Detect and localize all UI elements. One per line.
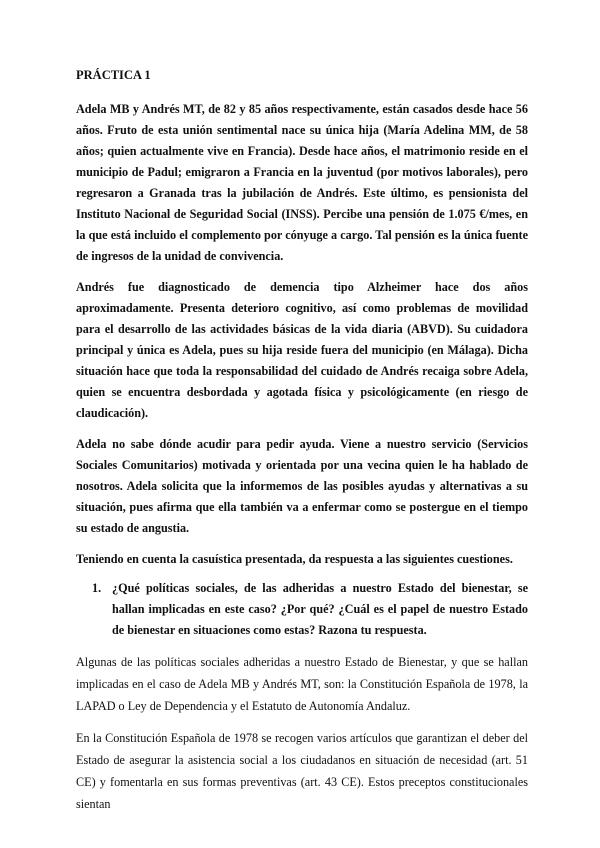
question-text: ¿Qué políticas sociales, de las adheridas a nuestro Estado del bienestar, se hallan implicadas en este caso? ¿Por qué? ¿Cuál es el papel de nuestro Estado de bienestar en situaciones como estas? Razona tu respuesta. [112, 581, 528, 637]
page-title: PRÁCTICA 1 [76, 68, 151, 82]
question-item [92, 578, 528, 641]
case-paragraph-2: Andrés fue diagnosticado de demencia tipo Alzheimer hace dos años aproximadamente. Presenta deterioro cognitivo, así como problemas de movilidad para el desarrollo de las actividades básicas de la vida diaria (ABVD). Su cuidadora principal y única es Adela, pues su hija reside fuera del municipio (en Málaga). Dicha situación hace que toda la responsabilidad del cuidado de Andrés recaiga sobre Adela, quien se encuentra desbordada y agotada física y psicológicamente (en riesgo de claudicación). [76, 280, 528, 420]
question-number: 1. [92, 581, 102, 595]
answer-paragraph-1: Algunas de las políticas sociales adheridas a nuestro Estado de Bienestar, y que se hallan implicadas en el caso de Adela MB y Andrés MT, son: la Constitución Española de 1978, la LAPAD o Ley de Dependencia y el Estatuto de Autonomía Andaluz. [76, 655, 528, 713]
instruction-text: Teniendo en cuenta la casuística presentada, da respuesta a las siguientes cuestiones. [76, 552, 513, 566]
document-content [76, 60, 528, 825]
answer-paragraph-2: En la Constitución Española de 1978 se recogen varios artículos que garantizan el deber del Estado de asegurar la asistencia social a los ciudadanos en situación de necesidad (art. 51 CE) y fomentarla en sus formas preventivas (art. 43 CE). Estos preceptos constitucionales sientan [76, 731, 528, 811]
case-paragraph-1: Adela MB y Andrés MT, de 82 y 85 años respectivamente, están casados desde hace 56 años. Fruto de esta unión sentimental nace su única hija (María Adelina MM, de 58 años; quien actualmente vive en Francia). Desde hace años, el matrimonio reside en el municipio de Padul; emigraron a Francia en la juventud (por motivos laborales), pero regresaron a Granada tras la jubilación de Andrés. Este último, es pensionista del Instituto Nacional de Seguridad Social (INSS). Percibe una pensión de 1.075 €/mes, en la que está incluido el complemento por cónyuge a cargo. Tal pensión es la única fuente de ingresos de la unidad de convivencia. [76, 102, 528, 263]
case-paragraph-3: Adela no sabe dónde acudir para pedir ayuda. Viene a nuestro servicio (Servicios Sociales Comunitarios) motivada y orientada por una vecina quien le ha hablado de nosotros. Adela solicita que la informemos de las posibles ayudas y alternativas a su situación, pues afirma que ella también va a enfermar como se postergue en el tiempo su estado de angustia. [76, 437, 528, 535]
